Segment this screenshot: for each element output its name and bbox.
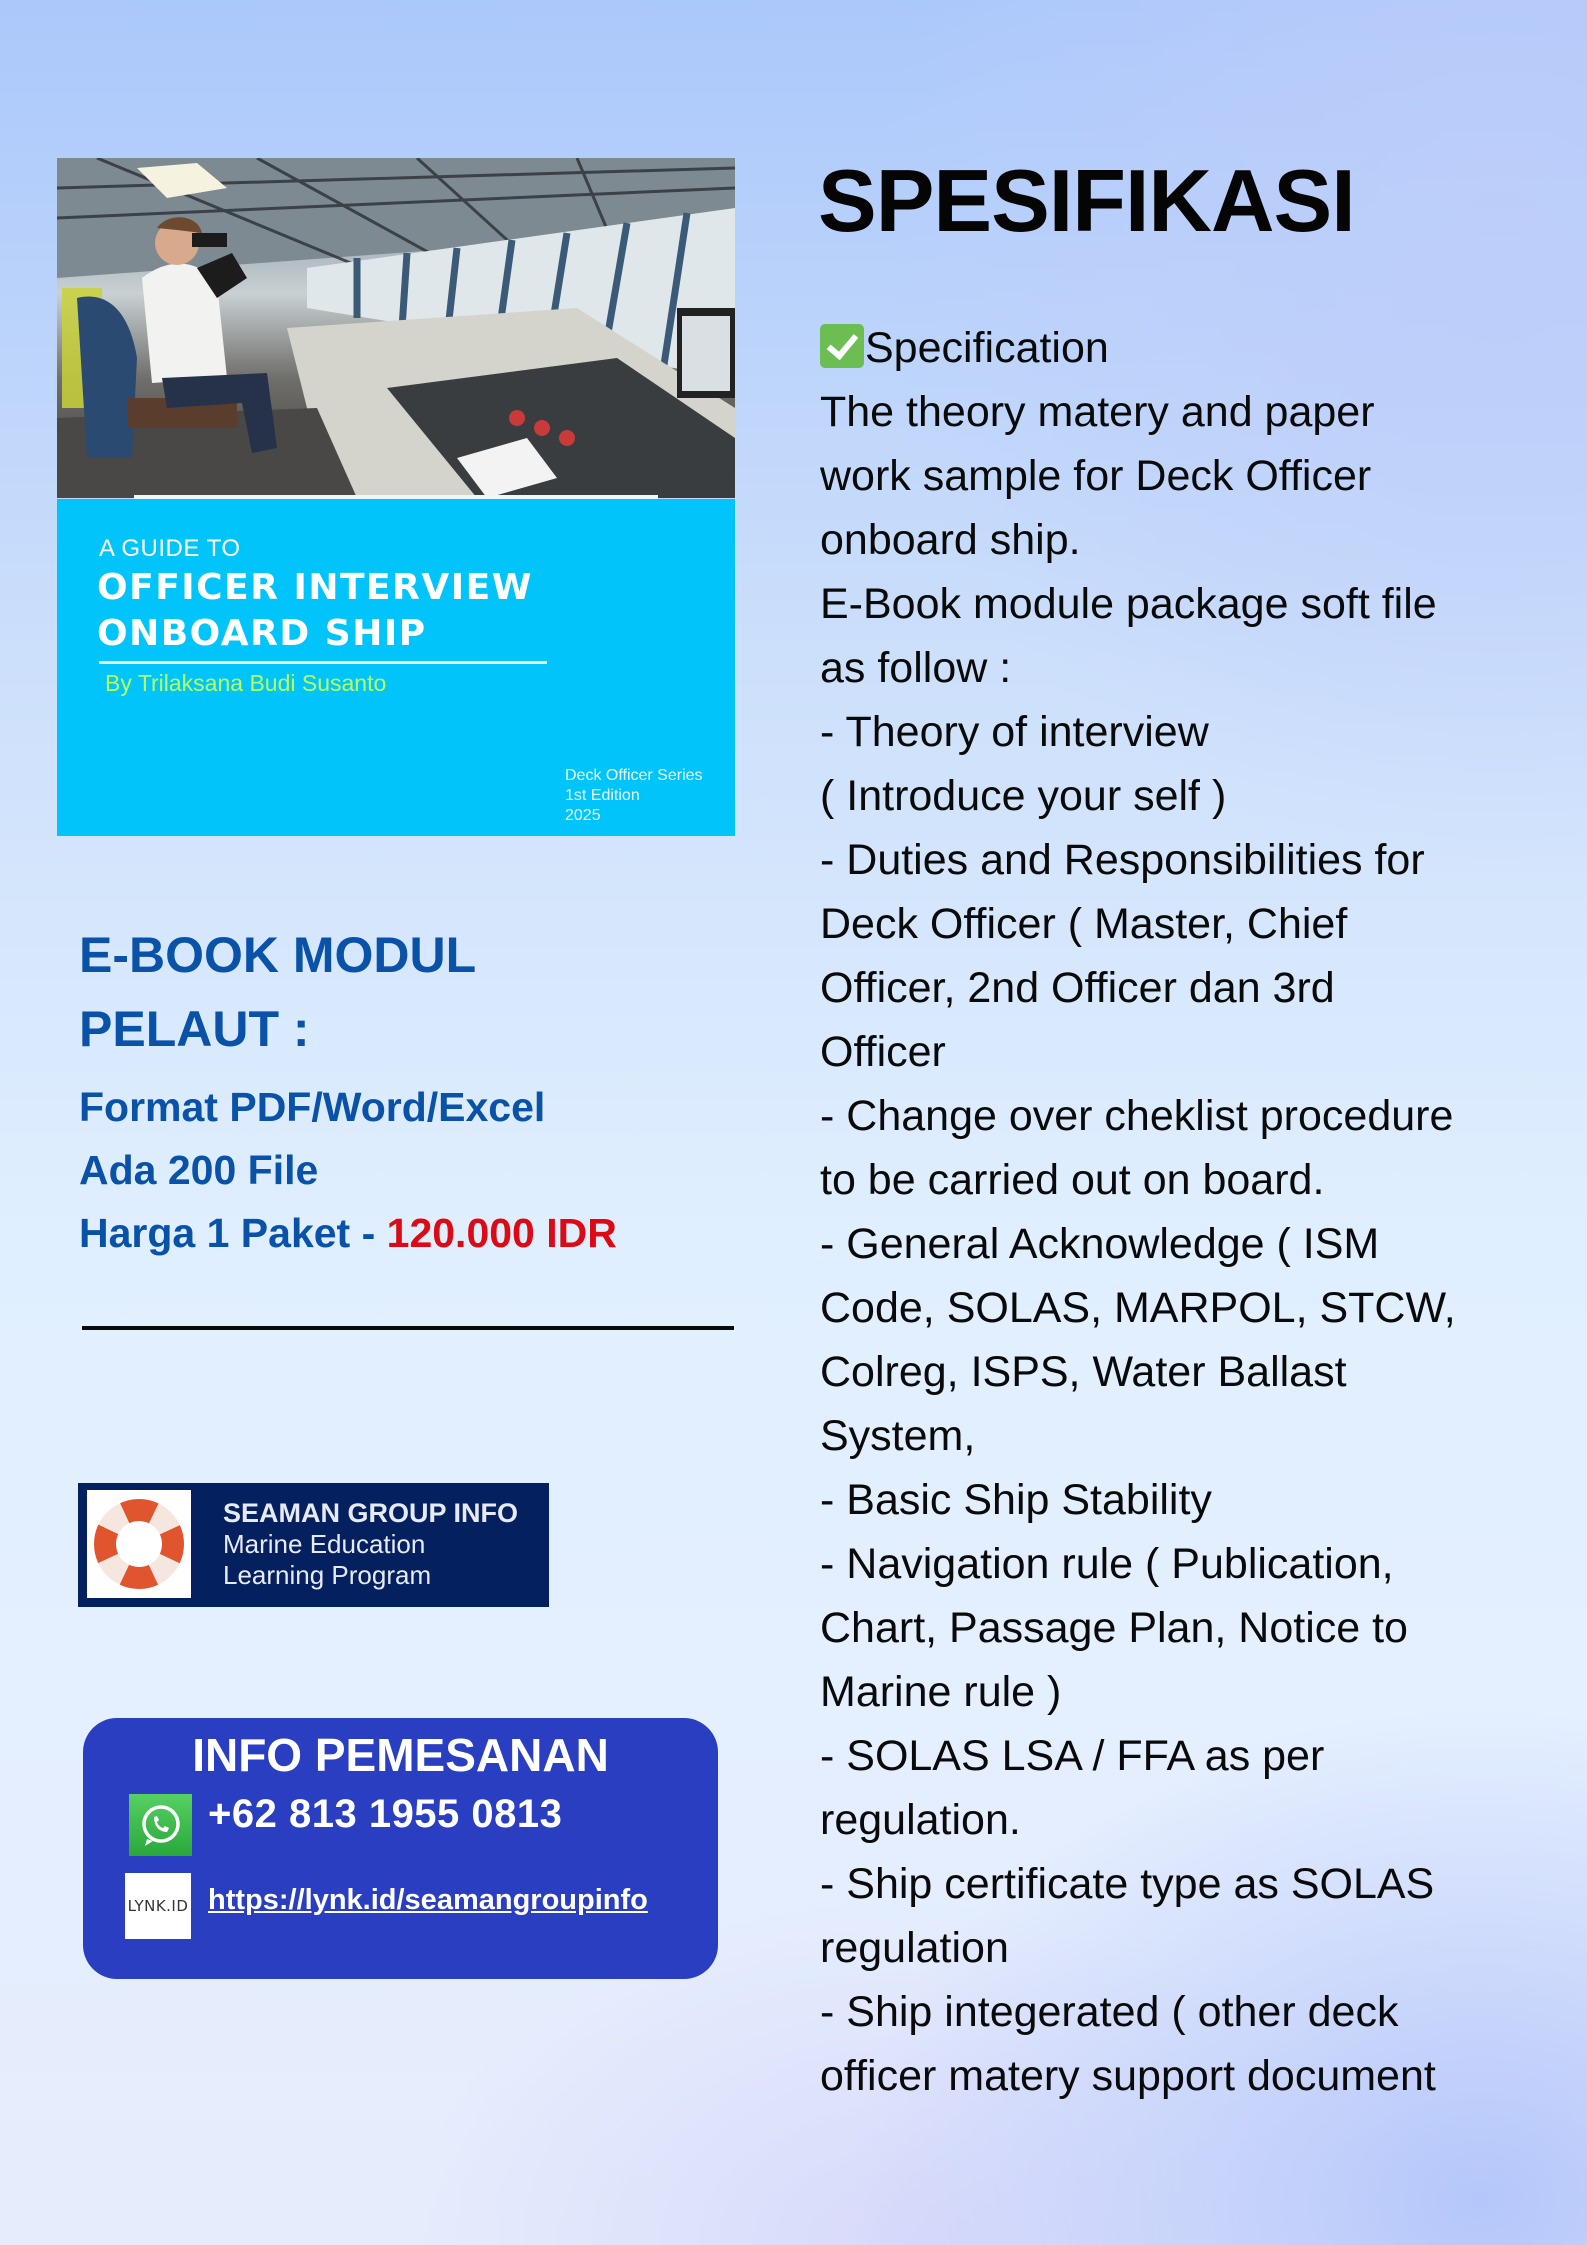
cover-photo-ship-bridge — [57, 158, 735, 498]
cover-title-line1: OFFICER INTERVIEW — [97, 567, 533, 608]
spec-line: - Basic Ship Stability — [820, 1476, 1212, 1524]
spec-line: - Duties and Responsibilities for — [820, 836, 1425, 884]
spec-line: - SOLAS LSA / FFA as per — [820, 1732, 1325, 1780]
spec-line: - Ship certificate type as SOLAS — [820, 1860, 1435, 1908]
spec-line: - Change over cheklist procedure — [820, 1092, 1454, 1140]
spec-line: System, — [820, 1412, 976, 1460]
brand-banner — [78, 1483, 549, 1607]
spec-body — [820, 316, 1560, 2108]
product-title-line1: E-BOOK MODUL — [79, 927, 477, 983]
spec-line: regulation — [820, 1924, 1009, 1972]
spec-line: work sample for Deck Officer — [820, 452, 1372, 500]
product-price-row — [79, 1202, 617, 1265]
spec-line: ( Introduce your self ) — [820, 772, 1227, 820]
cover-kicker: A GUIDE TO — [99, 535, 241, 562]
order-title: INFO PEMESANAN — [192, 1729, 609, 1781]
product-title — [79, 918, 476, 1066]
spec-line: Marine rule ) — [820, 1668, 1062, 1716]
brand-tagline-2: Learning Program — [223, 1560, 432, 1590]
cover-title-panel — [57, 499, 735, 836]
spec-line: as follow : — [820, 644, 1012, 692]
spec-line: Deck Officer ( Master, Chief — [820, 900, 1348, 948]
spec-line: - Navigation rule ( Publication, — [820, 1540, 1394, 1588]
product-file-count: Ada 200 File — [79, 1147, 319, 1193]
spec-line: E-Book module package soft file — [820, 580, 1437, 628]
spec-line: - Theory of interview — [820, 708, 1209, 756]
cover-title — [97, 565, 533, 657]
spec-line-text: Specification — [865, 324, 1109, 372]
spec-line: Chart, Passage Plan, Notice to — [820, 1604, 1408, 1652]
brand-tagline-1: Marine Education — [223, 1529, 426, 1559]
cover-series-info — [565, 766, 703, 826]
spec-line: Colreg, ISPS, Water Ballast — [820, 1348, 1347, 1396]
spec-heading: SPESIFIKASI — [818, 151, 1355, 250]
book-cover — [57, 158, 735, 836]
spec-line: Code, SOLAS, MARPOL, STCW, — [820, 1284, 1456, 1332]
order-info-box — [83, 1718, 718, 1979]
cover-series: Deck Officer Series — [565, 767, 703, 784]
cover-year: 2025 — [565, 807, 601, 824]
whatsapp-phone-link[interactable]: +62 813 1955 0813 — [208, 1792, 563, 1836]
product-format: Format PDF/Word/Excel — [79, 1084, 546, 1130]
lynk-url-link[interactable]: https://lynk.id/seamangroupinfo — [208, 1884, 648, 1916]
cover-title-line2: ONBOARD SHIP — [97, 613, 427, 654]
spec-line: Officer — [820, 1028, 946, 1076]
whatsapp-icon[interactable] — [129, 1794, 192, 1856]
spec-line: regulation. — [820, 1796, 1021, 1844]
spec-line: to be carried out on board. — [820, 1156, 1325, 1204]
check-mark-button-icon — [820, 324, 864, 368]
price-label: Harga 1 Paket - — [79, 1210, 387, 1256]
brand-text — [223, 1497, 518, 1591]
lynk-icon[interactable]: LYNK.ID — [125, 1873, 191, 1939]
spec-line: officer matery support document — [820, 2052, 1436, 2100]
spec-line: Officer, 2nd Officer dan 3rd — [820, 964, 1335, 1012]
product-details — [79, 1076, 617, 1265]
product-title-line2: PELAUT : — [79, 1001, 310, 1057]
brand-name: SEAMAN GROUP INFO — [223, 1498, 519, 1528]
cover-divider — [99, 661, 547, 664]
section-divider — [82, 1326, 734, 1330]
lifebuoy-icon — [87, 1490, 191, 1598]
cover-author: By Trilaksana Budi Susanto — [105, 670, 387, 696]
spec-line — [820, 316, 1560, 380]
ship-bridge-illustration — [57, 158, 735, 498]
cover-edition: 1st Edition — [565, 787, 640, 804]
spec-line: The theory matery and paper — [820, 388, 1375, 436]
spec-line: - Ship integerated ( other deck — [820, 1988, 1399, 2036]
price-value: 120.000 IDR — [386, 1210, 617, 1256]
spec-line: - General Acknowledge ( ISM — [820, 1220, 1380, 1268]
spec-line: onboard ship. — [820, 516, 1081, 564]
